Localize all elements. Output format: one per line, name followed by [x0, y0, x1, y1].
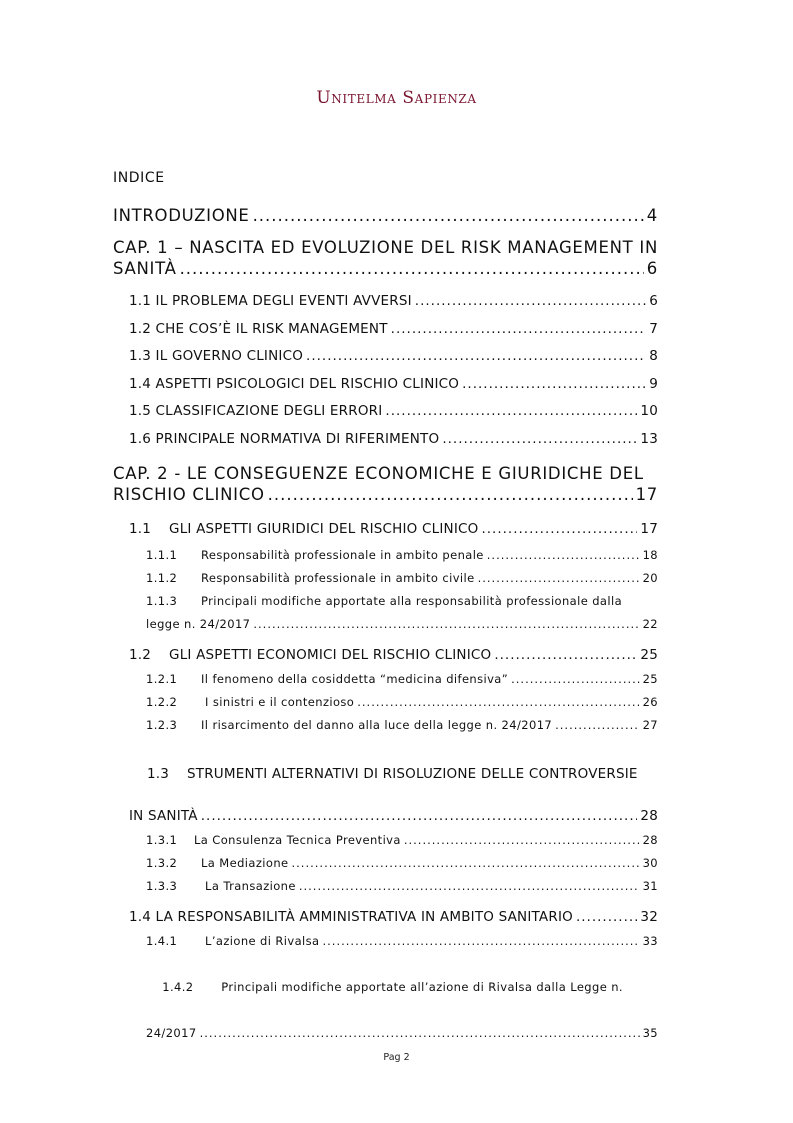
toc-dot-leader: [268, 484, 633, 506]
toc-subsection-cont: legge n. 24/2017 ..... 22: [146, 613, 658, 636]
toc-entry-title: INTRODUZIONE: [113, 206, 250, 225]
toc-subsection-cont: 24/2017 ..... 35: [146, 1022, 658, 1045]
page-number: Pag 2: [383, 1052, 410, 1063]
toc-dot-leader: [385, 398, 637, 426]
toc-dot-leader: [253, 613, 639, 636]
toc-title: INDICE: [113, 170, 165, 186]
toc-chapter-2[interactable]: [113, 463, 658, 506]
toc-entry-page: 17: [635, 485, 658, 504]
toc-dot-leader: [391, 316, 647, 344]
toc-subsection[interactable]: 1.2.2 I sinistri e il contenzioso ..... 26: [146, 691, 658, 714]
toc-section[interactable]: 1.3 STRUMENTI ALTERNATIVI DI RISOLUZIONE DELLE CONTROVERSIE: [146, 766, 638, 782]
toc-entry[interactable]: 1.4 ASPETTI PSICOLOGICI DEL RISCHIO CLINICO ..... 9: [129, 371, 658, 399]
toc-subsection[interactable]: 1.4.1 L’azione di Rivalsa ..... 33: [146, 930, 658, 953]
toc-chapter-title: CAP. 2 - LE CONSEGUENZE ECONOMICHE E GIURIDICHE DEL: [113, 464, 644, 483]
toc-subsection[interactable]: 1.2.3 Il risarcimento del danno alla luce della legge n. 24/2017 ..... 27: [146, 714, 658, 737]
toc-chapter-1[interactable]: [113, 237, 658, 280]
toc-entry[interactable]: 1.1 IL PROBLEMA DEGLI EVENTI AVVERSI ..... 6: [129, 288, 658, 316]
toc-entry-page: 4: [646, 206, 658, 225]
toc-dot-leader: [415, 288, 646, 316]
toc-dot-leader: [306, 343, 646, 371]
toc-section[interactable]: 1.2 GLI ASPETTI ECONOMICI DEL RISCHIO CLINICO ..... 25: [129, 642, 658, 668]
toc-section[interactable]: 1.4 LA RESPONSABILITÀ AMMINISTRATIVA IN AMBITO SANITARIO ..... 32: [129, 904, 658, 930]
toc-entry-introduzione[interactable]: [113, 205, 658, 227]
toc-entry[interactable]: 1.3 IL GOVERNO CLINICO ..... 8: [129, 343, 658, 371]
toc-dot-leader: [462, 371, 646, 399]
toc-dot-leader: [511, 668, 639, 691]
table-of-contents: [113, 205, 658, 1045]
toc-dot-leader: [253, 205, 644, 227]
toc-subsection[interactable]: 1.3.3 La Transazione ..... 31: [146, 875, 658, 898]
toc-chapter-title: CAP. 1 – NASCITA ED EVOLUZIONE DEL RISK MANAGEMENT IN: [113, 238, 658, 257]
toc-dot-leader: [200, 1022, 640, 1045]
toc-entry[interactable]: 1.5 CLASSIFICAZIONE DEGLI ERRORI ..... 10: [129, 398, 658, 426]
toc-subsection[interactable]: 1.1.2 Responsabilità professionale in ambito civile ..... 20: [146, 567, 658, 590]
toc-chapter-title-cont: RISCHIO CLINICO ..... 17: [113, 484, 658, 506]
toc-subsection[interactable]: 1.1.1 Responsabilità professionale in ambito penale ..... 18: [146, 544, 658, 567]
toc-chapter-title-cont: SANITÀ ..... 6: [113, 258, 658, 280]
toc-dot-leader: [357, 691, 639, 714]
toc-subsection[interactable]: 1.3.2 La Mediazione ..... 30: [146, 852, 658, 875]
toc-dot-leader: [291, 852, 639, 875]
toc-dot-leader: [404, 829, 640, 852]
toc-entry[interactable]: 1.2 CHE COS’È IL RISK MANAGEMENT ..... 7: [129, 316, 658, 344]
toc-subsection[interactable]: 1.3.1 La Consulenza Tecnica Preventiva ..... 28: [146, 829, 658, 852]
university-logo-text: Unitelma Sapienza: [316, 88, 477, 108]
toc-dot-leader: [576, 904, 637, 930]
toc-dot-leader: [481, 514, 637, 544]
toc-dot-leader: [442, 426, 637, 454]
toc-dot-leader: [322, 930, 639, 953]
toc-dot-leader: [299, 875, 640, 898]
toc-entry[interactable]: 1.6 PRINCIPALE NORMATIVA DI RIFERIMENTO ..... 13: [129, 426, 658, 454]
toc-subsection[interactable]: 1.2.1 Il fenomeno della cosiddetta “medicina difensiva” ..... 25: [146, 668, 658, 691]
toc-dot-leader: [487, 544, 640, 567]
toc-dot-leader: [494, 642, 637, 668]
toc-entry-page: 6: [646, 259, 658, 278]
toc-section-cont: IN SANITÀ ..... 28: [129, 806, 658, 827]
toc-subsection[interactable]: 1.1.3 Principali modifiche apportate alla responsabilità professionale dalla: [146, 594, 623, 608]
toc-dot-leader: [201, 806, 638, 827]
toc-section[interactable]: 1.1 GLI ASPETTI GIURIDICI DEL RISCHIO CLINICO ..... 17: [129, 514, 658, 544]
toc-dot-leader: [180, 258, 644, 280]
toc-subsection[interactable]: 1.4.2 Principali modifiche apportate all’azione di Rivalsa dalla Legge n.: [162, 980, 623, 994]
toc-dot-leader: [555, 714, 639, 737]
toc-dot-leader: [478, 567, 640, 590]
